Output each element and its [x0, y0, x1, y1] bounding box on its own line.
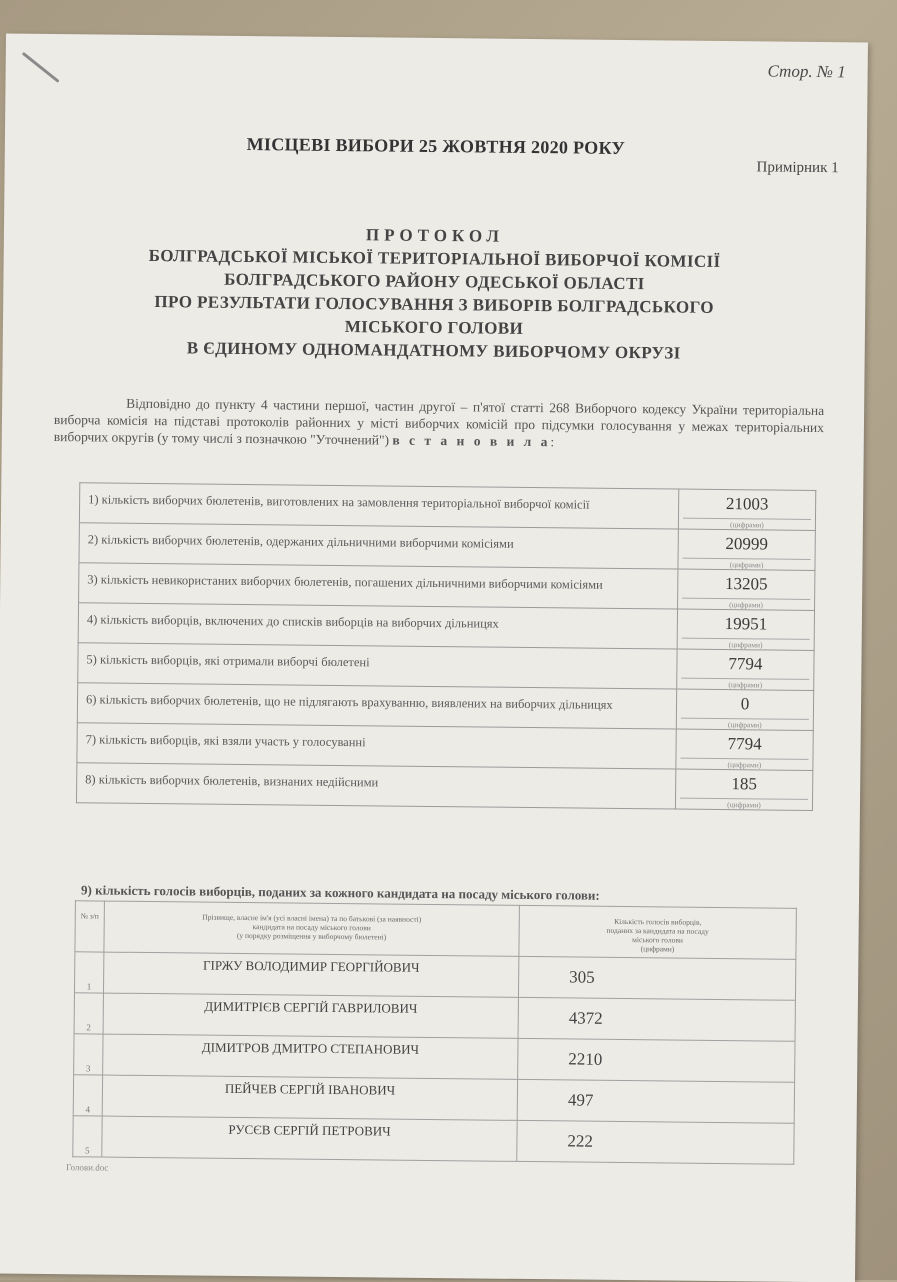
- candidate-name: РУСЄВ СЕРГІЙ ПЕТРОВИЧ: [102, 1116, 517, 1161]
- candidate-number: 3: [74, 1034, 103, 1075]
- summary-value: 185: [731, 774, 758, 794]
- candidate-name: ГІРЖУ ВОЛОДИМИР ГЕОРГІЙОВИЧ: [103, 952, 518, 997]
- summary-label: 2) кількість виборчих бюлетенів, одержаних дільничними виборчими комісіями: [79, 523, 678, 569]
- heading-commission: БОЛГРАДСЬКОЇ МІСЬКОЇ ТЕРИТОРІАЛЬНОЇ ВИБОРЧОЇ КОМІСІЇ: [148, 245, 721, 271]
- summary-value: 20999: [725, 534, 769, 554]
- copy-label: Примірник 1: [756, 159, 839, 177]
- heading-subject: ПРО РЕЗУЛЬТАТИ ГОЛОСУВАННЯ З ВИБОРІВ БОЛГРАДСЬКОГО: [154, 292, 715, 317]
- summary-value: 7794: [727, 734, 762, 754]
- digits-hint: (цифрами): [680, 798, 808, 810]
- candidate-number: 2: [74, 993, 103, 1034]
- summary-label: 4) кількість виборців, включених до списків виборців на виборчих дільницях: [78, 603, 677, 649]
- candidate-votes: 222: [517, 1120, 794, 1164]
- election-title: МІСЦЕВІ ВИБОРИ 25 ЖОВТНЯ 2020 РОКУ: [246, 134, 626, 158]
- summary-value-cell: [678, 569, 815, 610]
- summary-value-cell: [678, 529, 815, 570]
- footer-filename: Голови.doc: [66, 1162, 109, 1173]
- summary-value-cell: [675, 769, 812, 810]
- staple-mark: [22, 52, 60, 83]
- intro-text: Відповідно до пункту 4 частини першої, частин другої – п'ятої статті 268 Виборчого кодексу України територіальна виборча комісія на підставі протоколів районних у місті виборчих комісій про підсумки голосування у межах територіальних виборчих округів (у тому числі з позначкою "Уточнений"): [53, 395, 825, 448]
- candidate-name: ПЕЙЧЕВ СЕРГІЙ ІВАНОВИЧ: [102, 1075, 517, 1120]
- header-no: № з/п: [75, 901, 105, 952]
- summary-value-cell: [677, 609, 814, 650]
- summary-label: 6) кількість виборчих бюлетенів, що не підлягають врахуванню, виявлених на виборчих дільницях: [77, 683, 676, 729]
- candidate-votes: 4372: [518, 997, 795, 1041]
- heading-district: БОЛГРАДСЬКОГО РАЙОНУ ОДЕСЬКОЇ ОБЛАСТІ: [224, 269, 645, 294]
- header-votes: Кількість голосів виборців, поданих за кандидата на посаду міського голови (цифрами): [519, 905, 797, 959]
- header-name: Прізвище, власне ім'я (усі власні імена) та по батькові (за наявності) кандидата на посаду міського голови (у порядку розміщення у виборчому бюлетені): [104, 901, 520, 956]
- section9-title: 9) кількість голосів виборців, поданих за кожного кандидата на посаду міського голови:: [80, 882, 600, 903]
- candidate-number: 5: [73, 1116, 102, 1157]
- protocol-sheet: [0, 33, 868, 1282]
- heading-protocol: ПРОТОКОЛ: [365, 225, 505, 246]
- candidate-votes: 305: [518, 956, 795, 1000]
- intro-paragraph: [54, 394, 824, 453]
- summary-label: 3) кількість невикористаних виборчих бюлетенів, погашених дільничними виборчими комісіями: [79, 563, 678, 609]
- candidate-number: 4: [73, 1075, 102, 1116]
- candidate-row: [73, 1116, 794, 1165]
- candidate-name: ДИМИТРІЄВ СЕРГІЙ ГАВРИЛОВИЧ: [103, 993, 518, 1038]
- summary-value: 21003: [725, 494, 769, 514]
- candidates-header-row: [75, 901, 796, 960]
- candidate-votes: 2210: [518, 1038, 795, 1082]
- summary-value-cell: [676, 729, 813, 770]
- summary-label: 7) кількість виборців, які взяли участь у голосуванні: [77, 723, 676, 769]
- protocol-heading: [63, 220, 806, 366]
- heading-subject-cont: МІСЬКОГО ГОЛОВИ: [344, 317, 524, 338]
- summary-value-cell: [676, 689, 813, 730]
- candidate-number: 1: [74, 952, 103, 993]
- summary-value-cell: [678, 489, 815, 530]
- intro-resolution: в с т а н о в и л а: [392, 432, 551, 450]
- summary-label: 5) кількість виборців, які отримали виборчі бюлетені: [78, 643, 677, 689]
- summary-value: 13205: [724, 574, 768, 594]
- digits-hint: (цифрами): [682, 638, 810, 650]
- summary-label: 8) кількість виборчих бюлетенів, визнаних недійсними: [76, 763, 675, 809]
- summary-value: 0: [740, 694, 750, 714]
- digits-hint: (цифрами): [681, 718, 809, 730]
- candidates-table: [72, 900, 797, 1165]
- summary-table: [76, 482, 816, 811]
- digits-hint: (цифрами): [681, 678, 809, 690]
- heading-constituency: В ЄДИНОМУ ОДНОМАНДАТНОМУ ВИБОРЧОМУ ОКРУЗІ: [186, 338, 681, 363]
- page-number: Стор. № 1: [767, 61, 846, 82]
- summary-value: 19951: [724, 614, 768, 634]
- candidate-name: ДІМИТРОВ ДМИТРО СТЕПАНОВИЧ: [103, 1034, 518, 1079]
- summary-row: [76, 763, 812, 811]
- digits-hint: (цифрами): [683, 518, 811, 530]
- digits-hint: (цифрами): [682, 558, 810, 570]
- intro-end: :: [550, 434, 555, 450]
- candidate-votes: 497: [517, 1079, 794, 1123]
- digits-hint: (цифрами): [680, 758, 808, 770]
- summary-label: 1) кількість виборчих бюлетенів, виготовлених на замовлення територіальної виборчої комісії: [79, 483, 678, 529]
- summary-value: 7794: [728, 654, 763, 674]
- summary-value-cell: [677, 649, 814, 690]
- digits-hint: (цифрами): [682, 598, 810, 610]
